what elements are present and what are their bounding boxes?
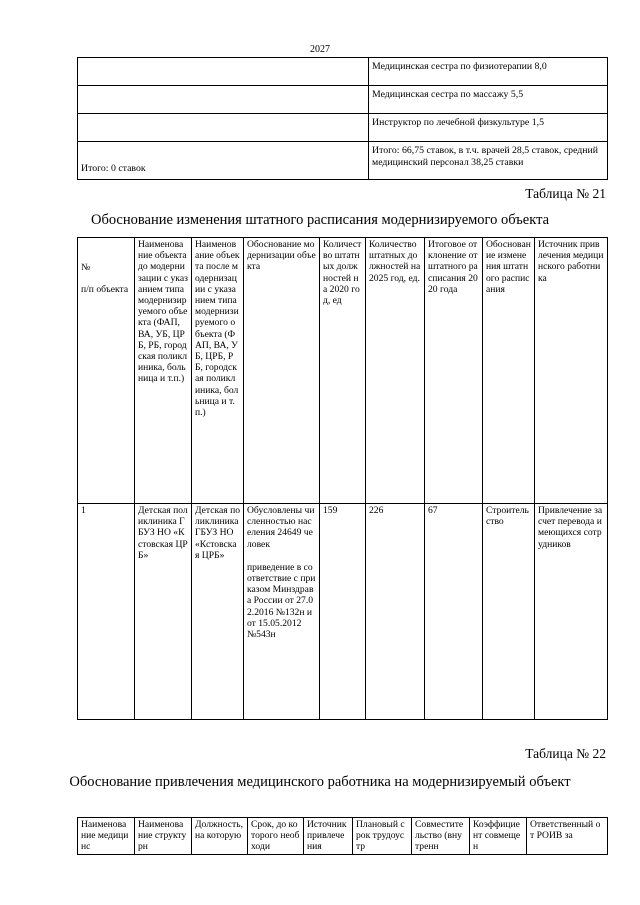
table-cell xyxy=(78,114,369,142)
header-cell: Количество штатных должностей на 2025 год, ед. xyxy=(366,238,425,504)
header-cell: № п/п объекта xyxy=(78,238,135,504)
table-22-label: Таблица № 22 xyxy=(525,746,606,761)
justification-order: приведение в соответствие с приказом Минздрава России от 27.02.2016 №132н и от 15.05.2012 №543н xyxy=(247,561,316,641)
header-cell: Обоснование изменения штатного расписания xyxy=(483,238,535,504)
header-cell: Коэффициент совмещен xyxy=(470,818,527,855)
table-cell xyxy=(78,58,369,86)
deviation: 67 xyxy=(425,504,483,720)
table-row xyxy=(78,504,608,720)
table-cell: Медицинская сестра по массажу 5,5 xyxy=(369,86,608,114)
table-row xyxy=(78,142,608,180)
header-cell: Наименование медицинс xyxy=(78,818,135,855)
table-row xyxy=(78,86,608,114)
justification-cell xyxy=(244,504,320,720)
change-reason: Строительство xyxy=(483,504,535,720)
object-after: Детская поликлиника ГБУЗ НО «Кстовская ЦРБ» xyxy=(192,504,244,720)
count-2025: 226 xyxy=(366,504,425,720)
table-row xyxy=(78,58,608,86)
spacer xyxy=(247,550,316,562)
header-cell: Обоснование модернизации объекта xyxy=(244,238,320,504)
header-cell: Должность, на которую xyxy=(192,818,248,855)
table-cell: Итого: 0 ставок xyxy=(78,142,369,180)
header-cell: Плановый срок трудоустр xyxy=(353,818,412,855)
table-cell: Медицинская сестра по физиотерапии 8,0 xyxy=(369,58,608,86)
header-cell: Источник привлечения xyxy=(304,818,353,855)
table-21-title: Обоснование изменения штатного расписания модернизируемого объекта xyxy=(90,212,550,228)
header-cell: Количество штатных должностей на 2020 год, ед xyxy=(320,238,366,504)
row-number: 1 xyxy=(78,504,135,720)
header-cell: Наименование объекта после модернизации с указанием типа модернизируемого объекта (ФАП, ВА, УБ, ЦРБ, РБ, городская поликлиника, больница и т.п.) xyxy=(192,238,244,504)
table-cell xyxy=(78,86,369,114)
table-cell: Инструктор по лечебной физкультуре 1,5 xyxy=(369,114,608,142)
header-cell: Наименование объекта до модернизации с указанием типа модернизируемого объекта (ФАП, ВА, УБ, ЦРБ, РБ, городская поликлиника, больница и т.п.) xyxy=(135,238,192,504)
table-22-title: Обоснование привлечения медицинского работника на модернизируемый объект xyxy=(69,774,571,790)
justification-population: Обусловлены численностью населения 24649 человек xyxy=(247,505,315,550)
table-header-row xyxy=(78,818,608,855)
count-2020: 159 xyxy=(320,504,366,720)
page-number: 2027 xyxy=(310,44,330,55)
header-cell: Совместительство (внутренн xyxy=(412,818,470,855)
table-cell: Итого: 66,75 ставок, в т.ч. врачей 28,5 ставок, средний медицинский персонал 38,25 ставки xyxy=(369,142,608,180)
worker-source: Привлечение за счет перевода имеющихся сотрудников xyxy=(535,504,608,720)
object-before: Детская поликлиника ГБУЗ НО «Кстовская ЦРБ» xyxy=(135,504,192,720)
table-21-label: Таблица № 21 xyxy=(525,186,606,201)
header-cell: Срок, до которого необходи xyxy=(248,818,304,855)
header-cell: Итоговое отклонение от штатного расписания 2020 года xyxy=(425,238,483,504)
table-row xyxy=(78,114,608,142)
header-cell: Ответственный от РОИВ за xyxy=(527,818,608,855)
staff-change-table xyxy=(77,237,608,720)
table-header-row xyxy=(78,238,608,504)
header-cell: Наименование структурн xyxy=(135,818,192,855)
header-cell: Источник привлечения медицинского работника xyxy=(535,238,608,504)
worker-recruitment-table xyxy=(77,817,608,855)
staff-summary-table xyxy=(77,57,608,180)
